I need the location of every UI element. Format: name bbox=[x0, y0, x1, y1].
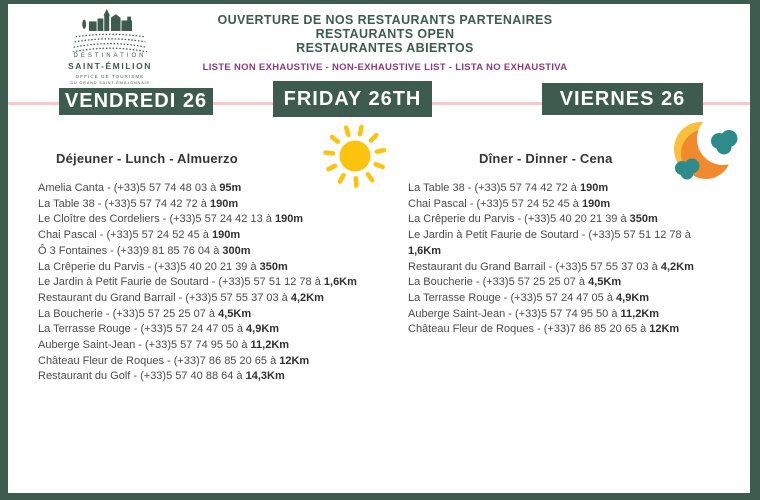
header bbox=[165, 13, 605, 73]
lunch-restaurant-list bbox=[38, 181, 394, 385]
day-banner-english: FRIDAY 26TH bbox=[273, 81, 432, 117]
restaurant-row: Le Jardin à Petit Faurie de Soutard - (+33)5 57 51 12 78 à 1,6Km bbox=[38, 276, 357, 289]
logo-office-text: OFFICE DE TOURISME bbox=[75, 73, 145, 79]
restaurant-row: Château Fleur de Roques - (+33)7 86 85 20 65 à 12Km bbox=[408, 323, 680, 336]
logo-destination-text: DESTINATION bbox=[73, 53, 147, 59]
restaurant-row: La Terrasse Rouge - (+33)5 57 24 47 05 à 4,9Km bbox=[408, 291, 650, 304]
restaurant-row: Chai Pascal - (+33)5 57 24 52 45 à 190m bbox=[408, 197, 611, 210]
restaurant-row: Restaurant du Grand Barrail - (+33)5 57 55 37 03 à 4,2Km bbox=[408, 260, 694, 273]
restaurant-row: Auberge Saint-Jean - (+33)5 57 74 95 50 à 11,2Km bbox=[408, 307, 660, 320]
restaurant-row: Amelia Canta - (+33)5 57 74 48 03 à 95m bbox=[38, 182, 242, 194]
restaurant-row: La Crêperie du Parvis - (+33)5 40 20 21 39 à 350m bbox=[408, 213, 658, 226]
page-title-es: RESTAURANTES ABIERTOS bbox=[296, 41, 474, 55]
restaurant-row: Ô 3 Fontaines - (+33)9 81 85 76 04 à 300m bbox=[38, 244, 251, 257]
restaurant-row: La Terrasse Rouge - (+33)5 57 24 47 05 à 4,9Km bbox=[38, 323, 280, 336]
day-banner-french: VENDREDI 26 bbox=[59, 88, 213, 115]
restaurant-row: La Boucherie - (+33)5 57 25 25 07 à 4,5Km bbox=[408, 276, 622, 289]
page-title-fr: OUVERTURE DE NOS RESTAURANTS PARTENAIRES bbox=[217, 13, 553, 27]
restaurant-row: La Table 38 - (+33)5 57 74 42 72 à 190m bbox=[38, 197, 239, 210]
village-vineyard-illustration bbox=[71, 8, 149, 52]
restaurant-row: Restaurant du Grand Barrail - (+33)5 57 55 37 03 à 4,2Km bbox=[38, 291, 324, 304]
restaurant-row: La Crêperie du Parvis - (+33)5 40 20 21 39 à 350m bbox=[38, 260, 288, 273]
restaurant-row: Château Fleur de Roques - (+33)7 86 85 20 65 à 12Km bbox=[38, 354, 310, 367]
logo-name-text: SAINT-ÉMILION bbox=[67, 61, 153, 71]
dinner-section-title: Dîner - Dinner - Cena bbox=[479, 151, 613, 166]
disclaimer-text: LISTE NON EXHAUSTIVE - NON-EXHAUSTIVE LIST - LISTA NO EXHAUSTIVA bbox=[202, 62, 568, 73]
frame-border-left bbox=[0, 0, 8, 500]
logo-region-text: DU GRAND SAINT-ÉMILIONNAIS bbox=[70, 80, 150, 85]
frame-border-right bbox=[750, 0, 760, 500]
restaurant-row: Auberge Saint-Jean - (+33)5 57 74 95 50 à 11,2Km bbox=[38, 339, 290, 352]
frame-border-bottom bbox=[0, 493, 760, 500]
dinner-restaurant-list bbox=[408, 181, 718, 338]
restaurant-row: Le Cloître des Cordeliers - (+33)5 57 24 42 13 à 190m bbox=[38, 213, 304, 226]
day-banner-spanish: VIERNES 26 bbox=[542, 83, 703, 115]
tourism-office-logo bbox=[50, 8, 170, 85]
restaurant-row: Le Jardin à Petit Faurie de Soutard - (+33)5 57 51 12 78 à 1,6Km bbox=[408, 229, 691, 257]
restaurant-row: Chai Pascal - (+33)5 57 24 52 45 à 190m bbox=[38, 229, 241, 242]
lunch-section-title: Déjeuner - Lunch - Almuerzo bbox=[56, 151, 238, 166]
page-title-en: RESTAURANTS OPEN bbox=[315, 27, 455, 41]
frame-border-top bbox=[0, 0, 760, 4]
restaurant-row: Restaurant du Golf - (+33)5 57 40 88 64 à 14,3Km bbox=[38, 370, 285, 383]
restaurant-row: La Boucherie - (+33)5 57 25 25 07 à 4,5Km bbox=[38, 307, 252, 320]
restaurant-row: La Table 38 - (+33)5 57 74 42 72 à 190m bbox=[408, 182, 609, 194]
